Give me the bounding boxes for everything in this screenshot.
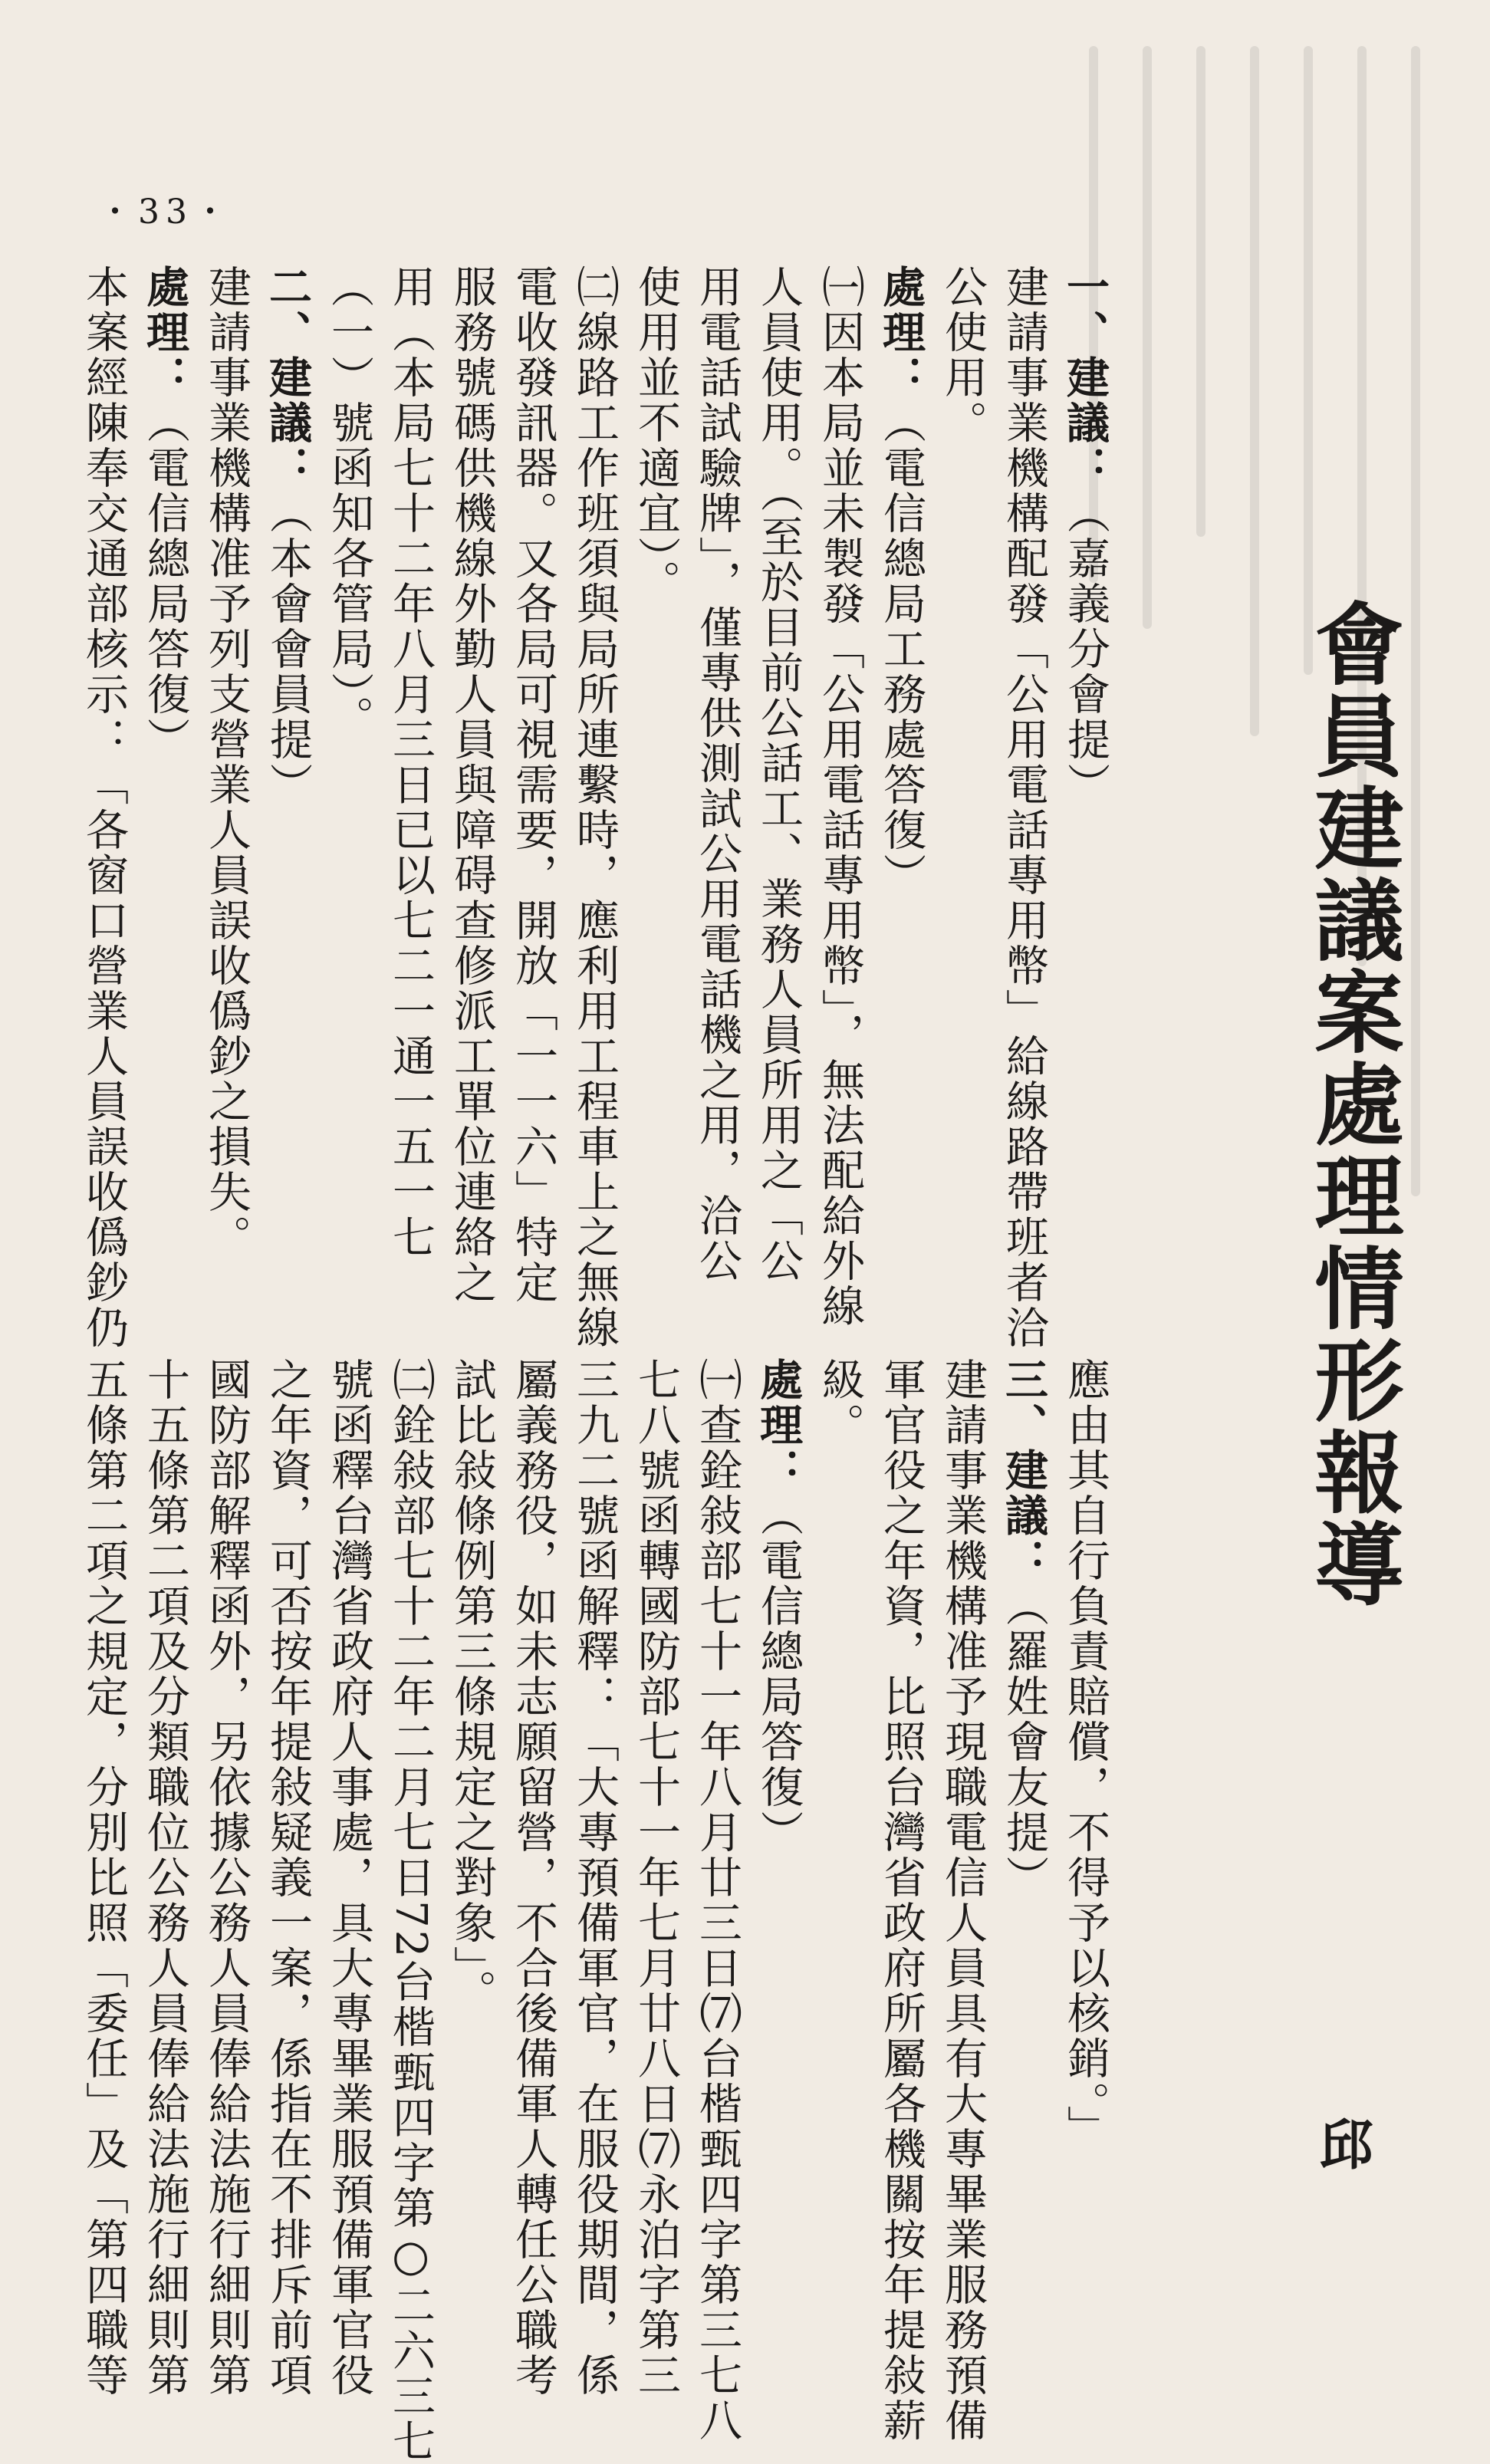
text-column [809,1357,870,2324]
column-text: ㈡銓敍部七十二年二月七日72台楷甄四字第○二六三七 [386,1357,436,2464]
text-column [134,265,196,1323]
column-text: （電信總局工務處答復） [877,400,926,898]
section-keyword: 處理： [753,1357,804,1493]
section-keyword: 一、建議： [1060,265,1110,491]
text-column [441,1357,502,2324]
column-text: 級。 [815,1357,865,1448]
column-text: （嘉義分會提） [1061,491,1110,808]
column-text: 用（本局七十二年八月三日已以七二一通一五一七 [386,265,436,1260]
bottom-text-block [73,1357,1116,2464]
text-column [993,1357,1054,2324]
text-column [1054,1357,1116,2324]
column-text: 公使用。 [938,265,988,446]
text-column [625,1357,686,2398]
author-name: 邱 [1311,2117,1374,2170]
column-text: 服務號碼供機線外勤人員與障碍查修派工單位連絡之 [447,265,497,1305]
column-text: 試比敍條例第三條規定之對象」。 [447,1357,497,2015]
column-text: （羅姓會友提） [999,1584,1049,1900]
section-keyword: 三、建議： [998,1357,1049,1584]
column-text: 號函釋台灣省政府人事處，具大專畢業服預備軍官役 [324,1357,374,2398]
text-column [441,265,502,1323]
text-column [1054,265,1116,1323]
column-text: 應由其自行負責賠償，不得予以核銷。」 [1061,1357,1110,2150]
text-column [564,1357,625,2398]
section-keyword: 處理： [140,265,190,400]
text-column [686,265,748,1323]
page-number: ・33・ [98,192,233,232]
text-column [748,265,809,1323]
column-text: 建請事業機構配發「公用電話專用幣」給線路帶班者洽 [999,265,1049,1350]
column-text: 人員使用。（至於目前公話工、業務人員所用之「公 [754,265,804,1284]
column-text: 三九二號函解釋：「大專預備軍官，在服役期間，係 [570,1357,620,2398]
text-column [196,1357,257,2398]
text-column [318,265,380,1323]
column-text: ㈠查銓敍部七十一年八月廿三日⑺台楷甄四字第三七八 [692,1357,742,2443]
text-column [625,265,686,1323]
text-column [564,265,625,1350]
section-keyword: 處理： [876,265,926,400]
bleed-through-texture [1074,0,1490,2389]
text-column [134,1357,196,2398]
column-text: 用電話試驗牌」，僅專供測試公用電話機之用，洽公 [692,265,742,1284]
text-column [196,265,257,1323]
text-column [73,1357,134,2398]
text-column [380,1357,441,2464]
page-title: 會員建議案處理情形報導 [1300,598,1404,1610]
column-text: 之年資，可否按年提敍疑義一案，係指在不排斥前項 [263,1357,313,2398]
column-text: 國防部解釋函外，另依據公務人員俸給法施行細則第 [202,1357,252,2398]
text-column [932,1357,993,2443]
text-column [502,1357,564,2398]
column-text: （電信總局答復） [754,1493,804,1855]
column-text: 電收發訊器。又各局可視需要，開放「一一六」特定 [508,265,558,1305]
top-text-block [73,265,1116,1350]
column-text: （電信總局答復） [140,400,190,762]
column-text: 屬義務役，如未志願留營，不合後備軍人轉任公職考 [508,1357,558,2398]
text-column [870,1357,932,2443]
column-text: 五條第二項之規定，分別比照「委任」及「第四職等 [79,1357,129,2398]
text-column [748,1357,809,2324]
column-text: 軍官役之年資，比照台灣省政府所屬各機關按年提敍薪 [877,1357,926,2443]
column-text: 建請事業機構准予現職電信人員具有大專畢業服務預備 [938,1357,988,2443]
text-column [380,265,441,1323]
text-column [686,1357,748,2443]
text-column [809,265,870,1329]
text-column [257,1357,318,2398]
section-keyword: 二、建議： [262,265,313,491]
column-text: （一）號函知各管局）。 [324,265,374,741]
column-text: （本會會員提） [263,491,313,808]
column-text: ㈡線路工作班須與局所連繫時，應利用工程車上之無線 [570,265,620,1350]
text-column [73,265,134,1350]
text-column [932,265,993,1323]
text-column [502,265,564,1323]
column-text: 使用並不適宜）。 [631,265,681,605]
text-column [257,265,318,1323]
column-text: ㈠因本局並未製發「公用電話專用幣」，無法配給外線 [815,265,865,1329]
text-column [993,265,1054,1350]
column-text: 十五條第二項及分類職位公務人員俸給法施行細則第 [140,1357,190,2398]
column-text: 七八號函轉國防部七十一年七月廿八日⑺永泊字第三 [631,1357,681,2398]
column-text: 本案經陳奉交通部核示：「各窗口營業人員誤收僞鈔仍 [79,265,129,1350]
text-column [318,1357,380,2398]
column-text: 建請事業機構准予列支營業人員誤收僞鈔之損失。 [202,265,252,1260]
text-column [870,265,932,1323]
